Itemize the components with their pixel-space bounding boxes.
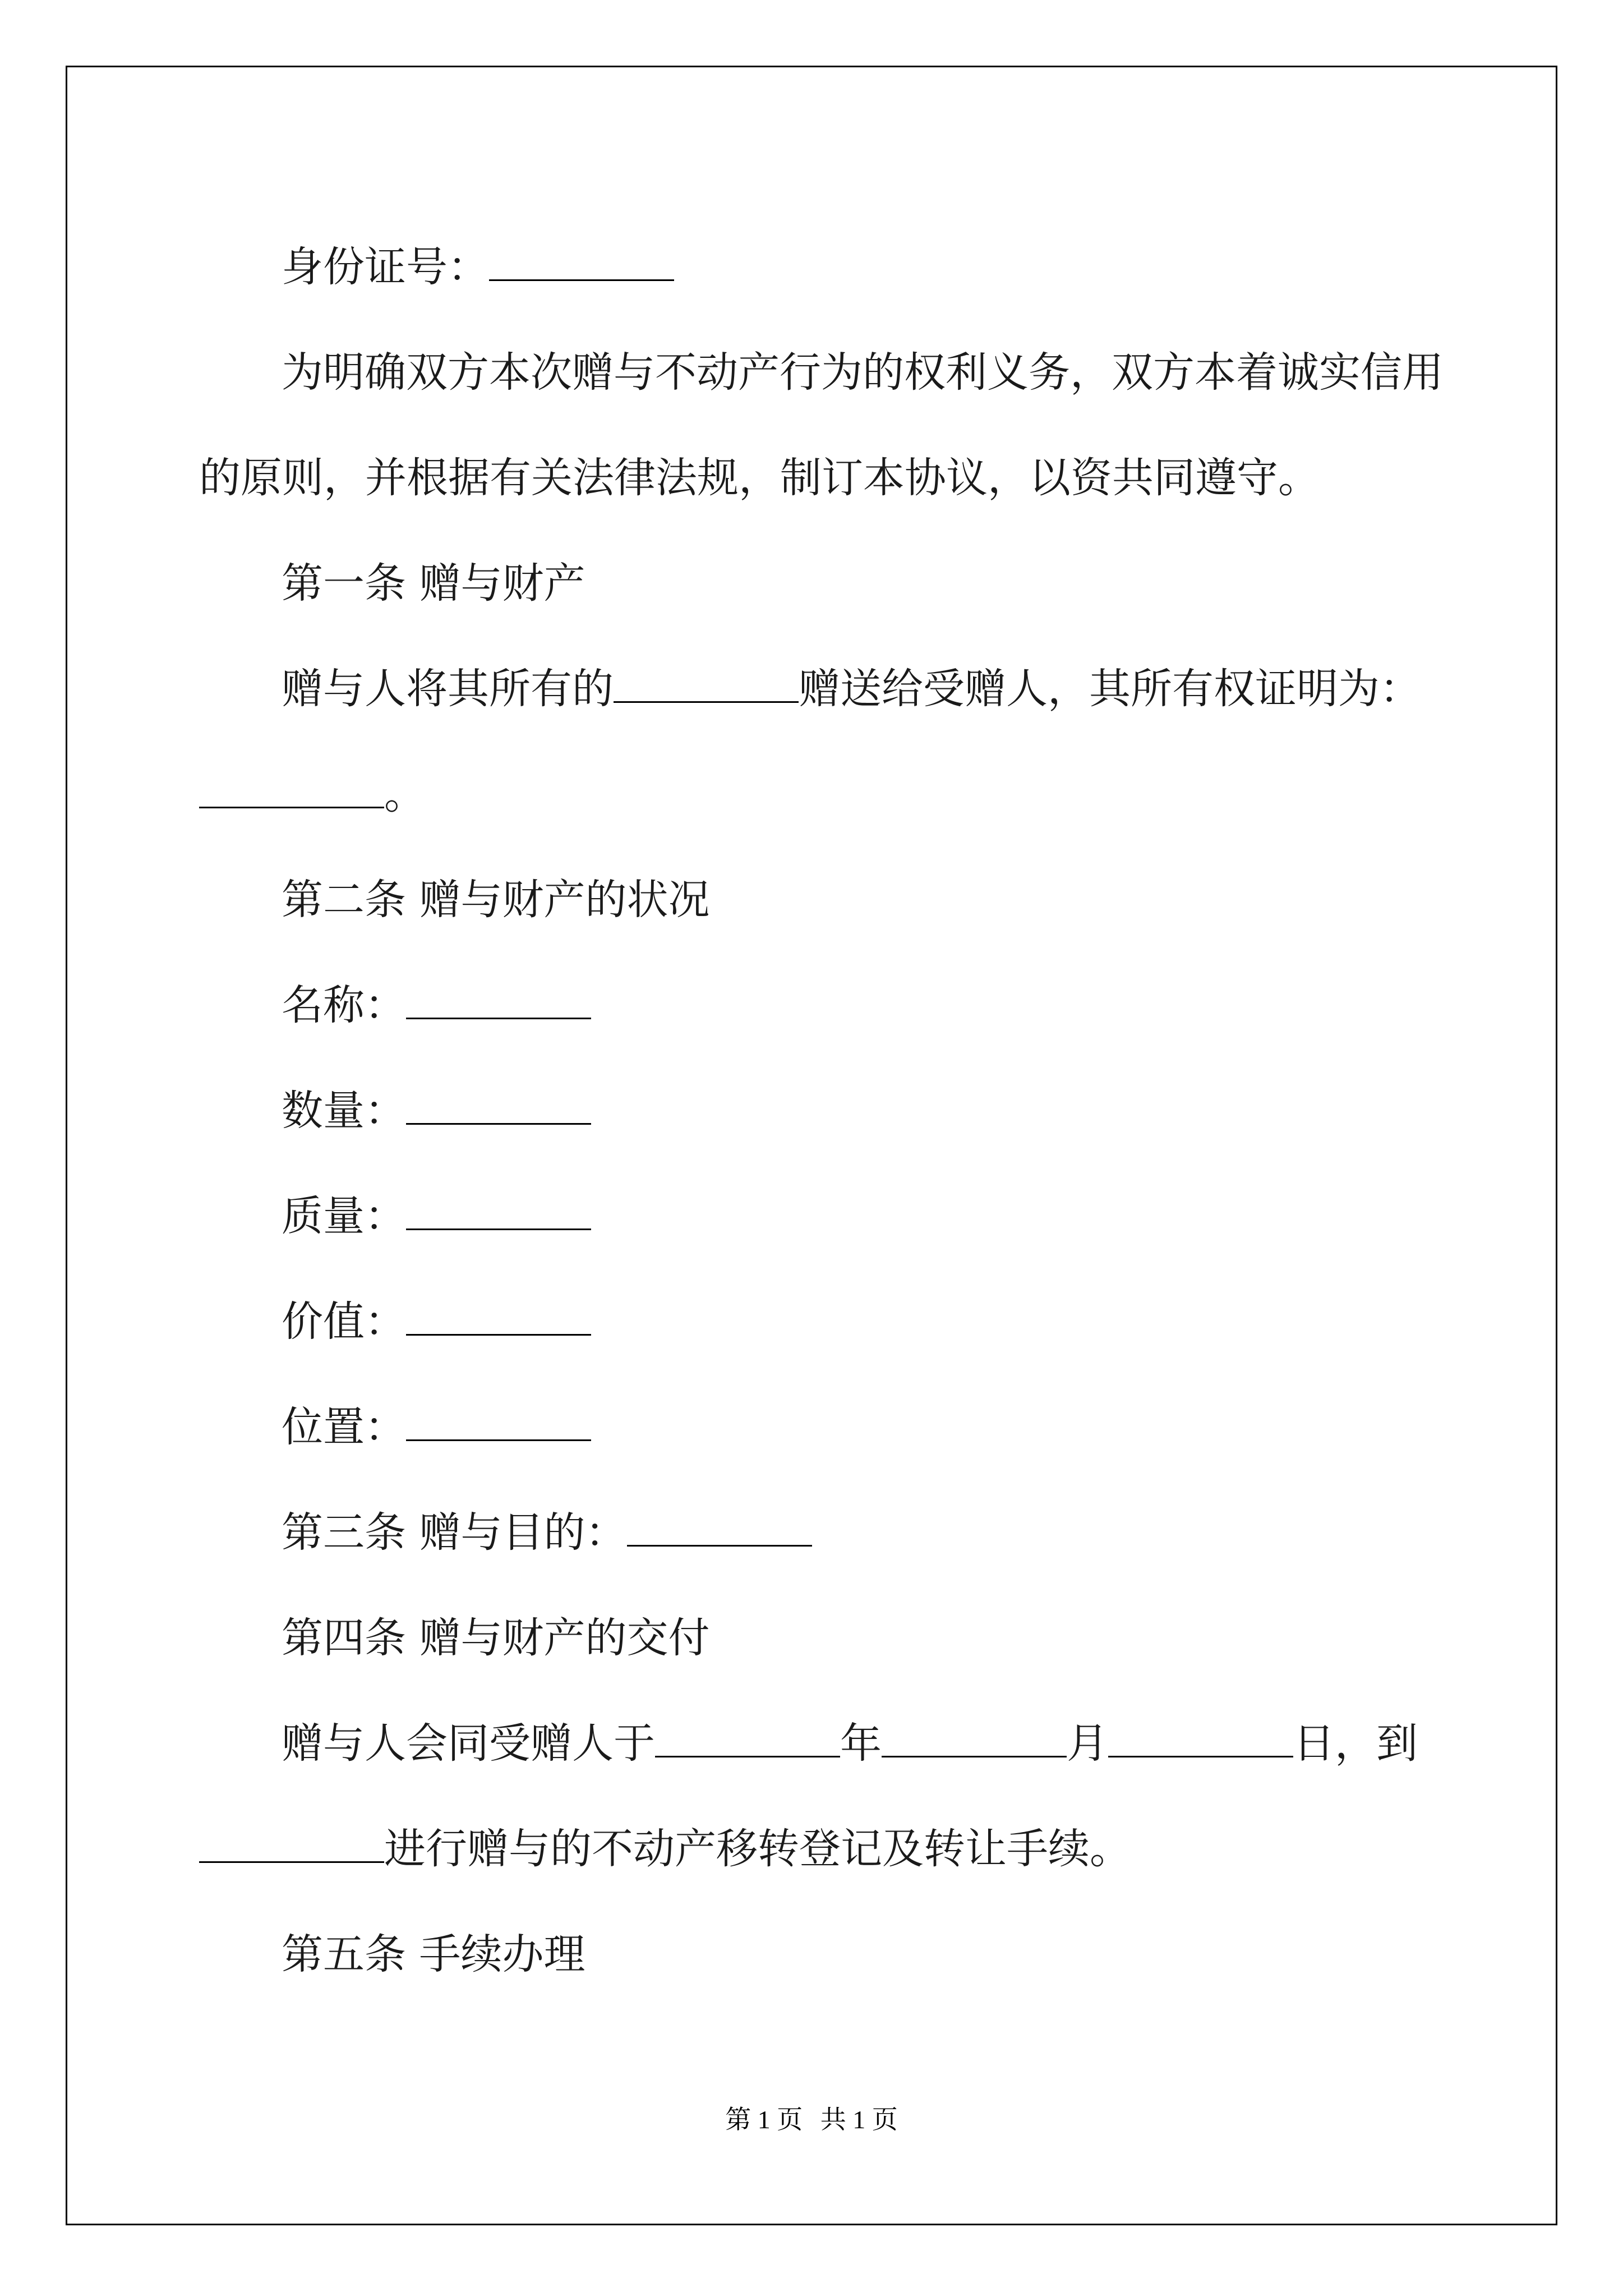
id-number-label: 身份证号： [282, 243, 489, 291]
article-5-heading: 第五条 手续办理 [282, 1930, 585, 1978]
quality-label: 质量： [282, 1192, 406, 1240]
name-line [199, 953, 1427, 1058]
delivery-text-a: 赠与人会同受赠人于 [282, 1719, 655, 1768]
quantity-label: 数量： [282, 1087, 406, 1135]
year-blank [655, 1722, 840, 1757]
day-label: 日，到 [1293, 1719, 1418, 1768]
month-label: 月 [1067, 1719, 1108, 1768]
value-blank [406, 1300, 591, 1336]
location-label: 位置： [282, 1403, 406, 1451]
article-1-text-end: 。 [384, 770, 426, 818]
quality-blank [406, 1195, 591, 1230]
delivery-line-1 [199, 1691, 1427, 1796]
location-blank [406, 1406, 591, 1441]
quality-line [199, 1163, 1427, 1269]
quantity-blank [406, 1089, 591, 1125]
delivery-line-2 [199, 1796, 1427, 1902]
value-line [199, 1269, 1427, 1374]
property-blank [614, 668, 799, 703]
document-body [199, 214, 1444, 2007]
article-1-text-b: 赠送给受赠人，其所有权证明为： [799, 665, 1421, 713]
ownership-proof-blank [199, 773, 384, 808]
article-1-text [199, 636, 1427, 742]
quantity-line [199, 1058, 1427, 1163]
id-number-blank [489, 246, 674, 281]
id-number-line [199, 214, 1427, 320]
name-blank [406, 984, 591, 1019]
article-4-heading: 第四条 赠与财产的交付 [282, 1614, 710, 1662]
day-blank [1108, 1722, 1293, 1757]
name-label: 名称： [282, 981, 406, 1029]
intro-line-2: 的原则，并根据有关法律法规，制订本协议，以资共同遵守。 [199, 454, 1320, 502]
article-2-heading: 第二条 赠与财产的状况 [282, 876, 710, 924]
intro-line-1: 为明确双方本次赠与不动产行为的权利义务，双方本着诚实信用 [282, 348, 1444, 397]
page-footer [0, 2099, 1623, 2136]
delivery-text-b: 进行赠与的不动产移转登记及转让手续。 [384, 1825, 1131, 1873]
location-line [199, 1374, 1427, 1480]
page-current: 第 1 页 [725, 2105, 803, 2134]
article-3-heading: 第三条 赠与目的： [282, 1508, 627, 1557]
registry-place-blank [199, 1828, 384, 1863]
page-total: 共 1 页 [820, 2105, 898, 2134]
purpose-blank [627, 1511, 812, 1547]
article-1-text-end-line [199, 742, 1427, 847]
year-label: 年 [840, 1719, 882, 1768]
month-blank [882, 1722, 1067, 1757]
value-label: 价值： [282, 1297, 406, 1346]
article-3-line [199, 1480, 1427, 1585]
article-1-text-a: 赠与人将其所有的 [282, 665, 614, 713]
article-1-heading: 第一条 赠与财产 [282, 559, 585, 608]
